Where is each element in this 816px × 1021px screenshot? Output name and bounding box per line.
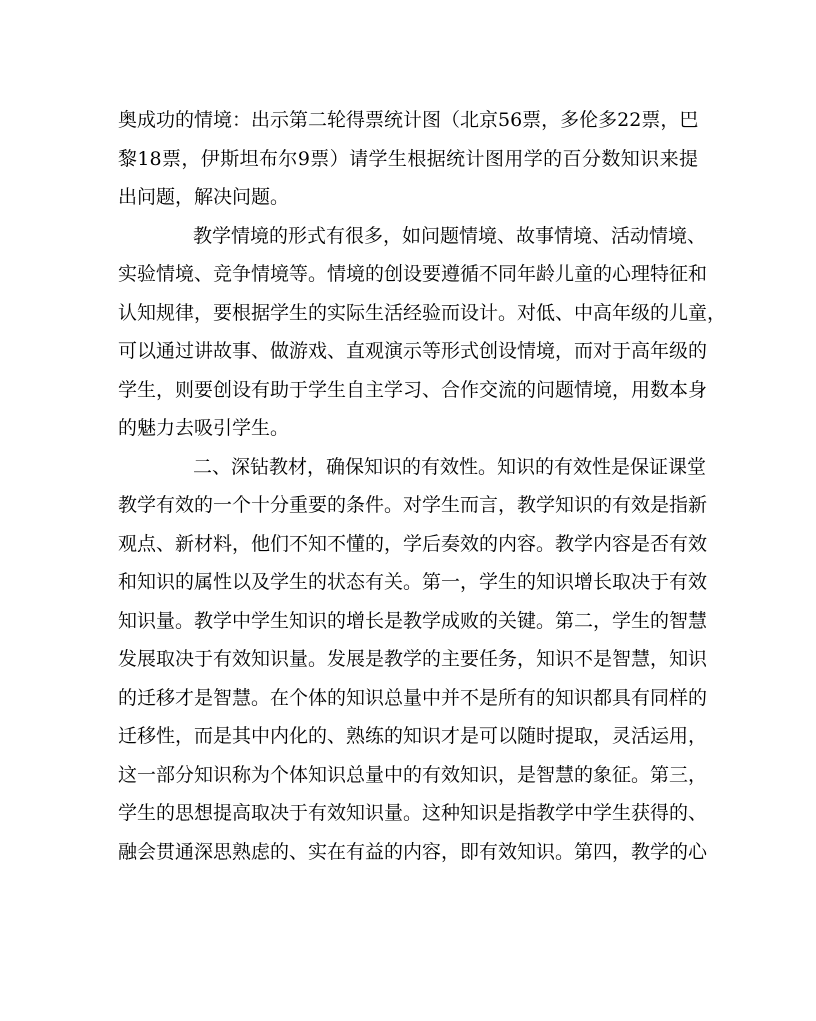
text-line: 的迁移才是智慧。在个体的知识总量中并不是所有的知识都具有同样的 [118, 686, 708, 709]
text-line: 教学有效的一个十分重要的条件。对学生而言，教学知识的有效是指新 [118, 494, 708, 516]
text-line: 黎18票，伊斯坦布尔9票）请学生根据统计图用学的百分数知识来提 [118, 147, 698, 170]
text-line: 观点、新材料，他们不知不懂的，学后奏效的内容。教学内容是否有效 [118, 532, 708, 555]
text-line: 认知规律，要根据学生的实际生活经验而设计。对低、中高年级的儿童， [118, 301, 727, 324]
text-line: 和知识的属性以及学生的状态有关。第一，学生的知识增长取决于有效 [118, 571, 708, 593]
text-line: 这一部分知识称为个体知识总量中的有效知识，是智慧的象征。第三， [118, 763, 708, 786]
text-line: 发展取决于有效知识量。发展是教学的主要任务，知识不是智慧，知识 [118, 648, 708, 670]
text-line: 奥成功的情境：出示第二轮得票统计图（北京56票，多伦多22票，巴 [118, 109, 699, 131]
paragraph-3 [118, 448, 708, 872]
text-line: 学生的思想提高取决于有效知识量。这种知识是指教学中学生获得的、 [118, 802, 708, 824]
text-line: 融会贯通深思熟虑的、实在有益的内容，即有效知识。第四，教学的心 [118, 840, 708, 863]
paragraph-2 [118, 217, 727, 448]
text-line: 知识量。教学中学生知识的增长是教学成败的关键。第二，学生的智慧 [118, 609, 708, 632]
text-line: 可以通过讲故事、做游戏、直观演示等形式创设情境，而对于高年级的 [118, 340, 708, 362]
text-line: 二、深钻教材，确保知识的有效性。知识的有效性是保证课堂 [193, 455, 707, 478]
text-line: 出问题，解决问题。 [118, 186, 290, 208]
paragraph-1 [118, 101, 698, 217]
text-line: 迁移性，而是其中内化的、熟练的知识才是可以随时提取，灵活运用， [118, 725, 708, 747]
text-line: 实验情境、竞争情境等。情境的创设要遵循不同年龄儿童的心理特征和 [118, 263, 708, 285]
text-line: 学生，则要创设有助于学生自主学习、合作交流的问题情境，用数本身 [118, 378, 708, 401]
text-line: 的魅力去吸引学生。 [118, 417, 290, 439]
document-body [118, 101, 727, 871]
text-line: 教学情境的形式有很多，如问题情境、故事情境、活动情境、 [193, 224, 707, 247]
